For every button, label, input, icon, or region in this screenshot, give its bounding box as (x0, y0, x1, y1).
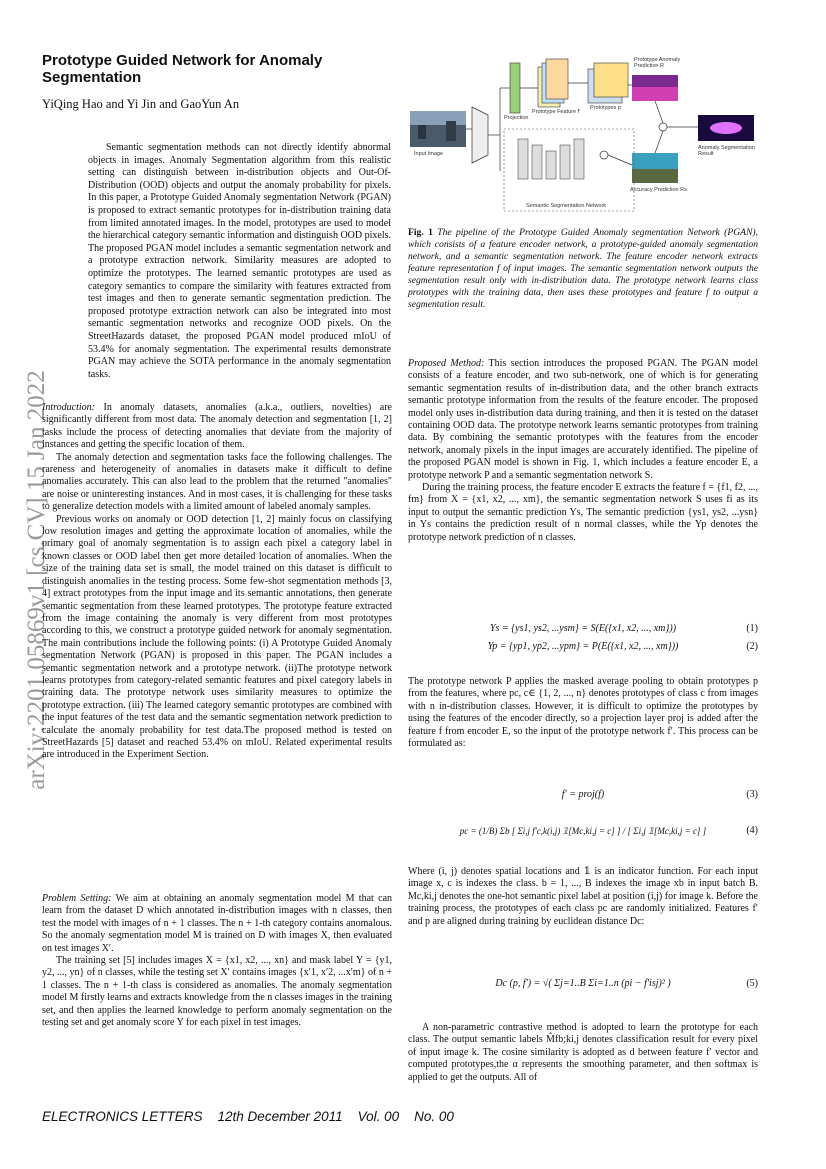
figure-caption-text: The pipeline of the Prototype Guided Anomaly segmentation Network (PGAN), which consists of a feature encoder network, a prototype-guided anomaly segmentation network, and a semantic segmentation network. The feature encoder network extracts feature representation f of input images. The semantic segmentation network outputs the segmentation result only with in-distribution data. The prototype network learns class prototypes with the training data, then uses these prototypes and feature f to output a segmentation result. (408, 227, 759, 310)
equations-1-2 (408, 620, 758, 656)
equation-1-number: (1) (746, 623, 758, 634)
paper-title: Prototype Guided Network for Anomaly Segmentation (42, 52, 323, 86)
equation-4-number: (4) (746, 825, 758, 836)
encoder-block (472, 107, 488, 163)
figure-1-caption (408, 227, 758, 311)
method-paragraph-5: A non-parametric contrastive method is adopted to learn the prototype for each class. The output semantic labels M̂fb;ki,j denotes classification result for every pixel of input image k. The cosine similarity is adopted as d between feature f′ vector and computed prototypes,the α represents the smoothing parameter, and then softmax is applied to get the outputs. All of (408, 1022, 758, 1083)
equation-3-text: f′ = proj(f) (561, 789, 605, 800)
arxiv-stamp-text: arXiv:2201.05869v1 [cs.CV] 15 Jan 2022 (23, 370, 50, 790)
equation-4 (408, 822, 758, 840)
prototype-feature-stack (546, 59, 568, 99)
problem-heading: Problem Setting: (42, 893, 112, 904)
label-prototypes: Prototypes p (590, 105, 621, 111)
problem-p1-text: We aim at obtaining an anomaly segmentation model M that can learn from the dataset D which annotated in-distribution images with n classes, then test the model with images of n + 1 classes. The n + 1-th category contains anomalous. So the anomaly segmentation model M is trained on D with images X, then evaluated on test images X′. (42, 893, 393, 954)
intro-paragraph-3: Previous works on anomaly or OOD detection [1, 2] mainly focus on classifying low resolution images and getting the approximate location of anomalies, while the primary goal of anomaly segmentation is to assign each pixel a category label in known classes or OOD label then get more detailed location of anomalies. When the size of the training data set is small, the model trained on this dataset is difficult to distinguish anomalies in the testing process. Some few-shot segmentation methods [3, 4] extract prototypes from the input image and its semantic annotations, then generate semantic segmentation from these learned prototypes. The prototype feature extracted from the image containing the anomaly is very different from most prototypes according to this, we construct a prototype guided network for anomaly segmentation. The main contributions include the following points: (i) A Prototype Guided Anomaly segmentation Network (PGAN) is proposed in this paper. The PGAN includes a semantic segmentation network and a prototype network. (ii)The prototype network learns prototypes from category-related semantic features and pixel category labels in training data. The prototype network uses similarity measures to optimize the prototype extraction. (iii) The learned category semantic prototypes are combined with the input features of the test data and the semantic segmentation network prediction to calculate the anomaly probability for test data.The proposed method is tested on StreetHazards [5] dataset and reached 53.4% on mIoU. Related experimental results are introduced in the Experiment Section. (42, 513, 392, 761)
equation-2-text: Yp = {yp1, yp2, ...ypm} = P(E({x1, x2, ..., xm})) (487, 641, 679, 652)
pipeline-diagram (408, 55, 760, 215)
intro-heading: Introduction: (42, 402, 95, 413)
equation-5 (408, 975, 758, 993)
problem-paragraph-2: The training set [5] includes images X = {x1, x2, ..., xn} and mask label Y = {y1, y2, ..., yn} of n classes, while the testing set X′ contains images {x′1, x′2, ...x′m} of n + 1 classes. The n + 1-th class is considered as anomalies. The anomaly segmentation model M firstly learns and extracts knowledge from the n classes images in the training set, and then applies the learned knowledge to perform anomaly segmentation on the testing set and get anomaly score Y for each pixel in test images. (42, 955, 392, 1029)
problem-paragraph-1 (42, 893, 392, 955)
equation-3 (408, 786, 758, 804)
method-p3-block (408, 676, 758, 750)
equation-3-block (408, 786, 758, 804)
prototypes-cube (594, 63, 628, 97)
method-paragraph-4: Where (i, j) denotes spatial locations and 𝟙 is an indicator function. For each input image x, c is indexes the class. b = 1, ..., B indexes the image xb in input batch B. Mc,ki,j denotes the one-hot semantic pixel label at position (i,j) for image k. Before the training process, the prototypes of each class pc are randomly initialized. Features f′ and p are aligned during training by euclidean distance Dc: (408, 866, 758, 927)
label-anomaly-result: Anomaly Segmentation Result (698, 145, 755, 157)
abstract: Semantic segmentation methods can not directly identify abnormal objects in images. Anomaly Segmentation algorithm from this realistic setting can distinguish between in-distribution objects and Out-Of-Distribution (OOD) objects and output the anomaly probability for pixels. In this paper, a Prototype Guided Anomaly segmentation Network (PGAN) is proposed to extract semantic prototypes for in-distribution training data from limited annotated images. In the model, prototypes are used to model the hierarchical category semantic information and distinguish OOD pixels. The proposed PGAN model includes a semantic segmentation network and a prototype extraction network. Similarity measures are adopted to optimize the prototypes. The learned semantic prototypes are used as category semantics to compare the similarity with features extracted from test images and then to generate semantic segmentation prediction. The proposed prototype extraction network can also be integrated into most semantic segmentation networks and recognize OOD pixels. On the StreetHazards dataset, the proposed PGAN model produced mIoU of 53.4% for anomaly segmentation. The experimental results demonstrate PGAN may achieve the SOTA performance in the anomaly segmentation tasks. (88, 142, 391, 380)
equation-3-number: (3) (746, 789, 758, 800)
left-column (42, 402, 392, 762)
intro-p1-text: In anomaly datasets, anomalies (a.k.a., outliers, novelties) are significantly different from most data. The anomaly detection and segmentation [1, 2] tasks include the process of detecting anomalies that deviate from the majority of instances and getting the specific location of them. (42, 402, 392, 451)
label-accuracy-prediction: Accuracy Prediction Rs (630, 187, 687, 193)
equation-2 (408, 638, 758, 656)
method-paragraph-1 (408, 358, 758, 482)
method-p5-block (408, 1022, 758, 1084)
figure-1-diagram (408, 55, 760, 215)
problem-setting (42, 893, 392, 1029)
method-p4-block (408, 866, 758, 928)
equation-4-block (408, 822, 758, 840)
method-paragraph-2: During the training process, the feature encoder E extracts the feature f = {f1, f2, ..., fm} from X = {x1, x2, ..., xm}, the semantic segmentation network S uses fi as its input to output the semantic prediction Ys, The semantic prediction {ys1, ys2, ...ysn} in Ys contains the prediction result of n normal classes, while the Yp denotes the prototype network prediction of n classes. (408, 482, 758, 543)
equation-4-text: pc = (1/B) Σb [ Σi,j f′c,k(i,j) 𝟙[Mc,ki,j = c] ] / [ Σi,j 𝟙[Mc,ki,j = c] ] (459, 826, 707, 836)
label-projection: Projection (504, 115, 529, 121)
intro-paragraph-2: The anomaly detection and segmentation tasks face the following challenges. The rareness and heterogeneity of anomalies in datasets make it difficult to define anomalies accurately. This can also lead to the problem that the returned "anomalies" are noise or uninteresting instances. And in most cases, it is challenging for these tasks to generalize detection models with a limited amount of labeled anomaly samples. (42, 451, 392, 513)
equation-2-number: (2) (746, 641, 758, 652)
right-column (408, 358, 758, 544)
combine-node (659, 123, 667, 131)
equation-1 (408, 620, 758, 638)
equation-1-text: Ys = {ys1, ys2, ...ysm} = S(E({x1, x2, ..., xm})) (489, 623, 677, 634)
projection-block (510, 63, 520, 113)
label-prototype-feature: Prototype Feature f′ (532, 109, 581, 115)
intro-paragraph-1 (42, 402, 392, 452)
method-paragraph-3: The prototype network P applies the masked average pooling to obtain prototypes p from the features, where pc, c∈ {1, 2, ..., n} denotes prototypes of class c from images with n in-distribution classes. However, it is difficult to optimize the prototypes by using the features of the encoder directly, so a projection layer proj is added after the feature f from encoder E, so the input of the prototype network f′. This process can be formulated as: (408, 676, 758, 750)
equation-5-number: (5) (746, 978, 758, 989)
method-heading: Proposed Method: (408, 358, 485, 369)
label-semantic-network: Semantic Segmentation Network (526, 203, 607, 209)
paper-authors: YiQing Hao and Yi Jin and GaoYun An (42, 97, 240, 111)
label-input-image: Input Image (414, 151, 444, 157)
figure-label: Fig. 1 (408, 227, 433, 238)
journal-footer: ELECTRONICS LETTERS 12th December 2011 Vol. 00 No. 00 (42, 1109, 454, 1124)
label-prototype-prediction: Prototype Anomaly Prediction R (634, 57, 681, 69)
equation-5-text: Dc (p, f′) = √( Σj=1..B Σi=1..n (pi − f′isj)² ) (495, 978, 671, 989)
method-p1-text: This section introduces the proposed PGAN. The PGAN model consists of a feature encoder, and two sub-network, one of which is for generating semantic segmentation results of in-distribution data, and the other branch extracts semantic prototype information from the results of the feature encoder. The proposed model only uses in-distribution data during training, and then it is tested on the dataset containing OOD data. The prototype network learns semantic prototypes from training data. By combining the semantic prototypes with the features from the encoder network, anomaly pixels in the input images are accurately identified. The pipeline of the proposed PGAN model is shown in Fig. 1, which includes a feature encoder E, a prototype network P and a semantic segmentation network S. (408, 358, 758, 481)
equation-5-block (408, 975, 758, 993)
